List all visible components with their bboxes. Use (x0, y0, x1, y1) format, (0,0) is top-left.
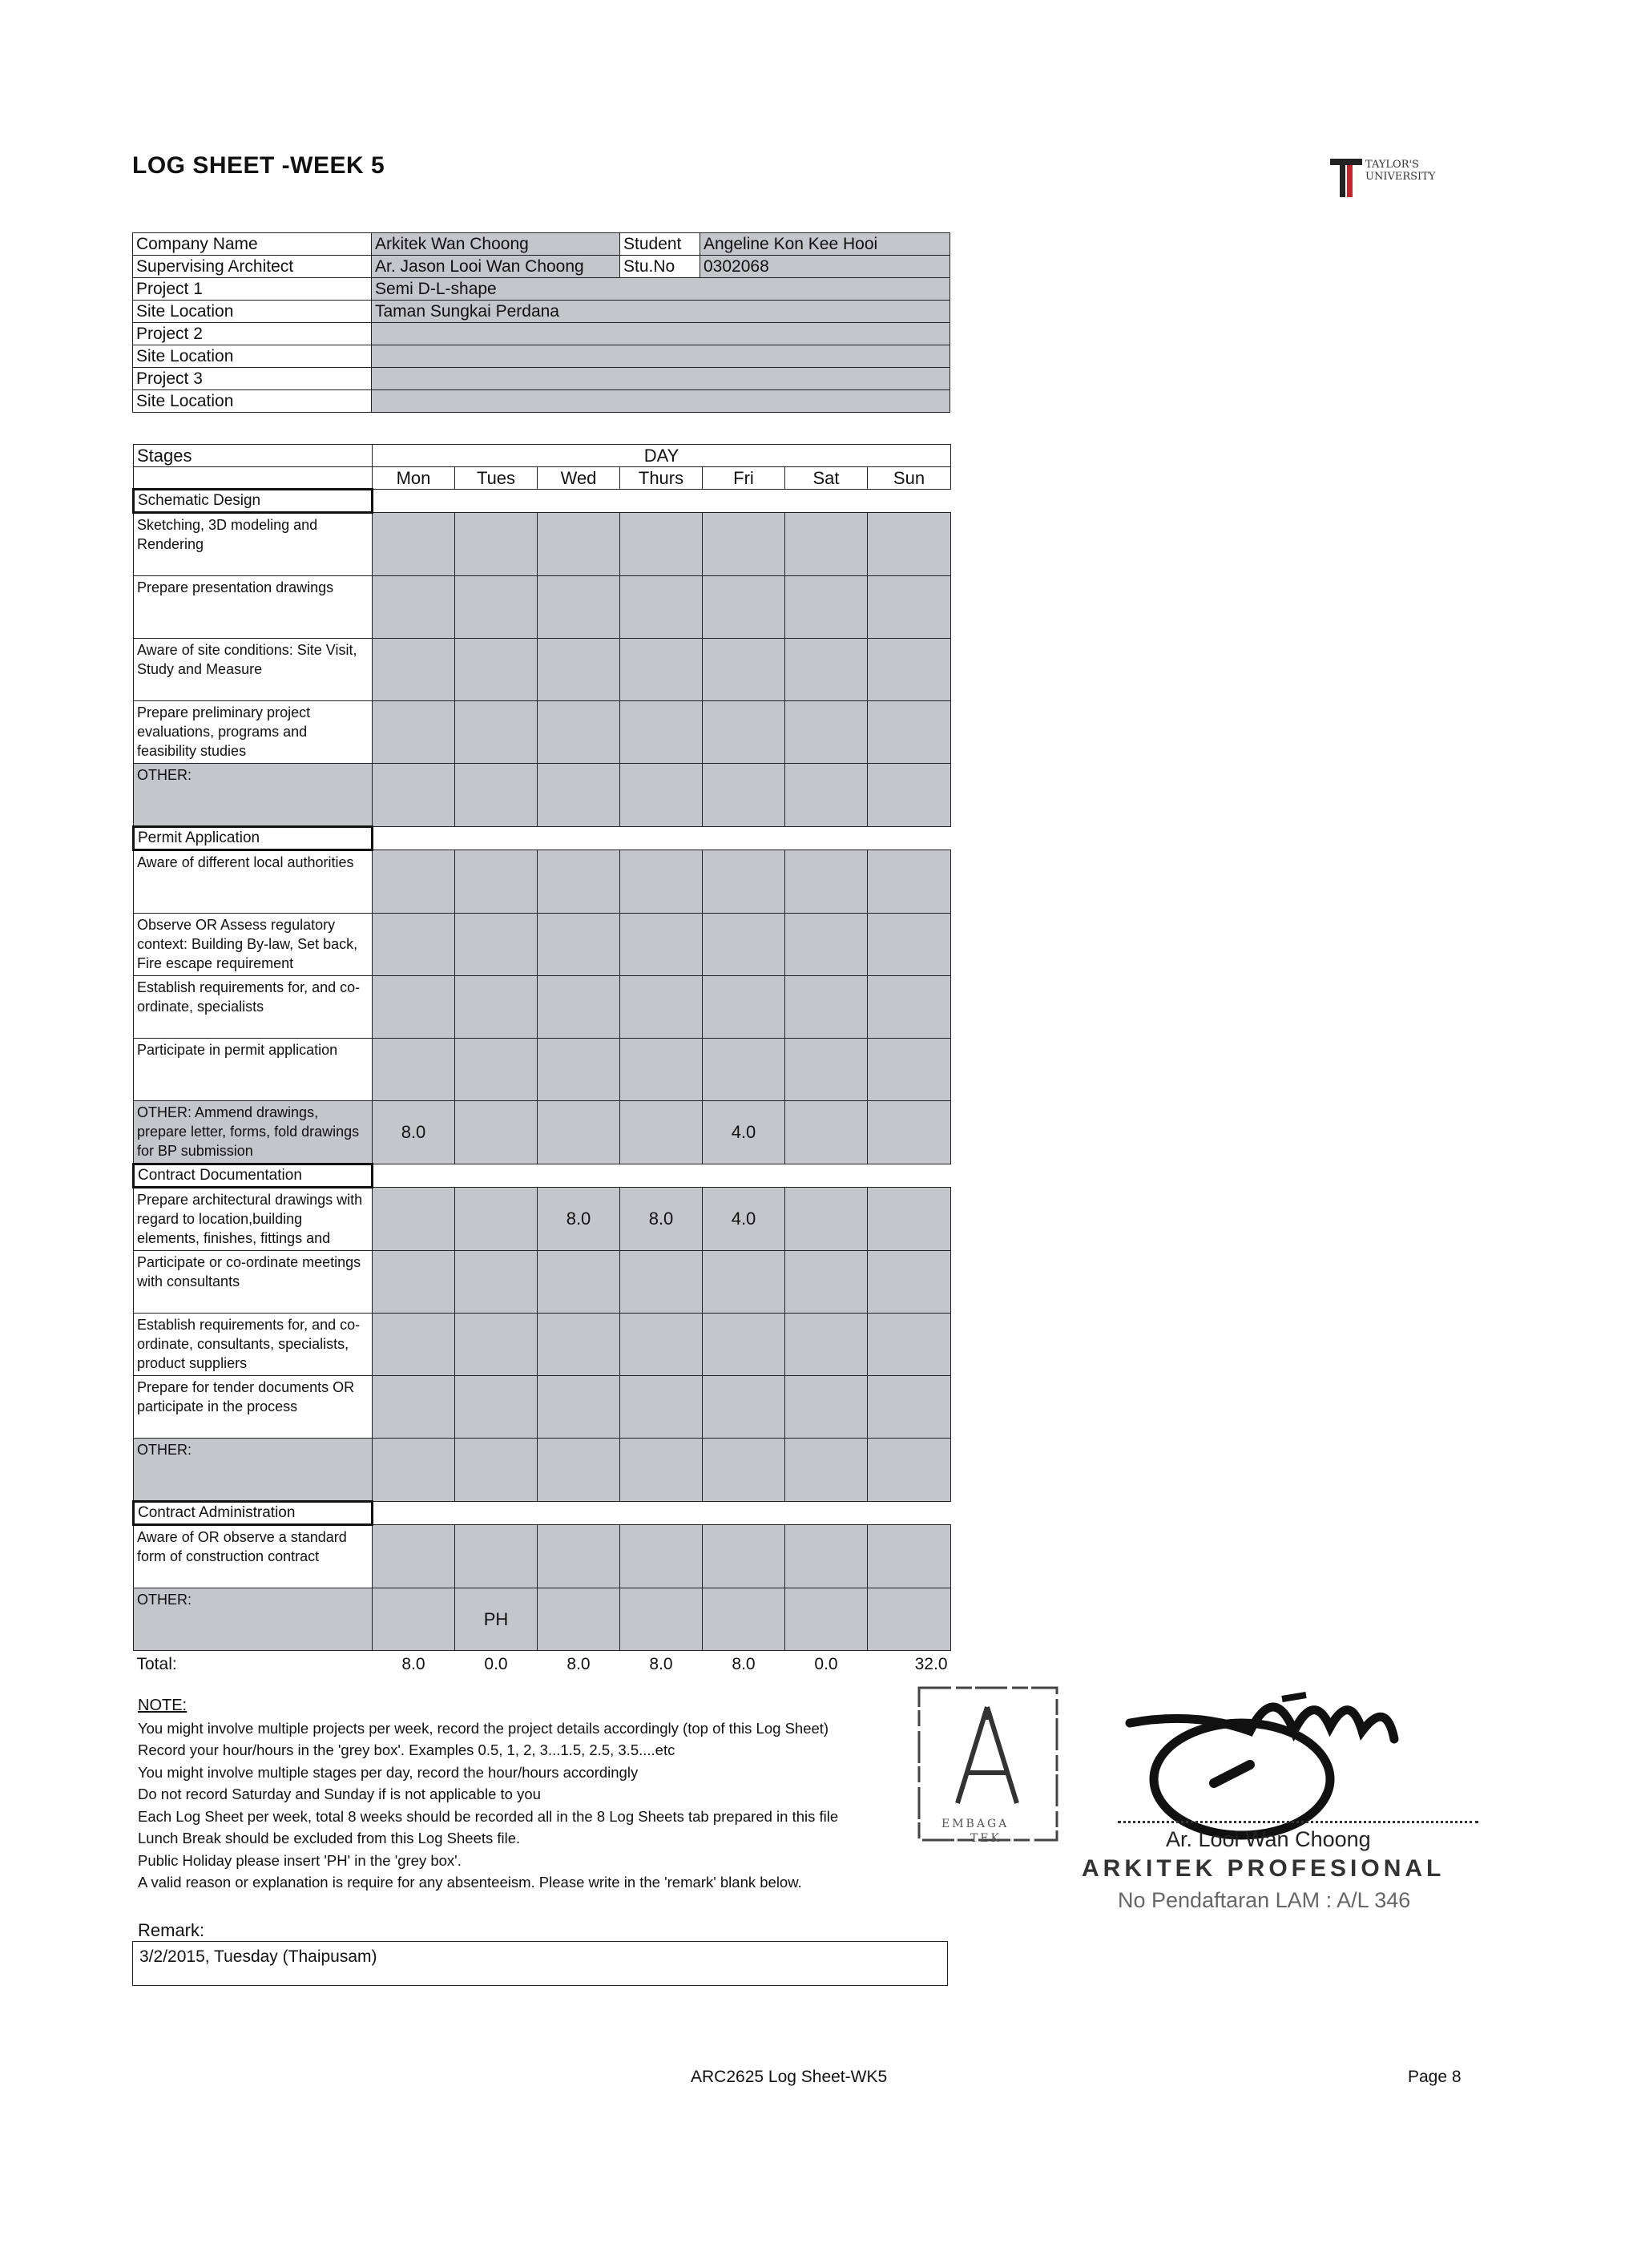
hours-cell-sun[interactable] (868, 914, 951, 976)
hours-cell-mon[interactable] (373, 1525, 455, 1588)
hours-cell-tues[interactable]: PH (455, 1588, 538, 1651)
note-line: A valid reason or explanation is require for any absenteeism. Please write in the 'remark' blank below. (138, 1874, 802, 1891)
hours-cell-fri[interactable] (703, 1039, 785, 1101)
project2-value (372, 323, 950, 345)
table-row (134, 1039, 951, 1101)
hours-cell-sat[interactable] (785, 1588, 868, 1651)
logo-line2: UNIVERSITY (1365, 171, 1436, 183)
signature-scribble-icon (1122, 1675, 1426, 1843)
table-row (134, 1439, 951, 1502)
contract-documentation-row-label: Prepare for tender documents OR participate in the process (134, 1376, 373, 1439)
site3-value (372, 390, 950, 413)
day-header-thurs: Thurs (620, 467, 703, 490)
hours-cell-fri[interactable]: 4.0 (703, 1188, 785, 1251)
table-row (134, 576, 951, 639)
university-logo-icon (1329, 157, 1364, 199)
hours-cell-mon[interactable] (373, 1188, 455, 1251)
signatory-title: ARKITEK PROFESIONAL (1082, 1855, 1445, 1882)
schematic-design-row-label: OTHER: (134, 764, 373, 827)
hours-cell-sat[interactable] (785, 764, 868, 827)
hours-cell-wed[interactable] (538, 764, 620, 827)
table-row (134, 1101, 951, 1164)
hours-cell-tues[interactable] (455, 1525, 538, 1588)
hours-cell-tues[interactable] (455, 1188, 538, 1251)
day-header-sat: Sat (785, 467, 868, 490)
hours-cell-wed[interactable] (538, 914, 620, 976)
hours-cell-fri[interactable]: 4.0 (703, 1101, 785, 1164)
hours-cell-mon[interactable] (373, 1376, 455, 1439)
table-row (134, 1376, 951, 1439)
note-line: Lunch Break should be excluded from this Log Sheets file. (138, 1830, 521, 1846)
day-label: DAY (373, 445, 951, 467)
stamp-text-1: EMBAGA (941, 1818, 1010, 1830)
hours-cell-sat[interactable] (785, 1251, 868, 1314)
hours-cell-mon[interactable] (373, 639, 455, 701)
hours-cell-mon[interactable] (373, 850, 455, 914)
hours-cell-sun[interactable] (868, 850, 951, 914)
hours-cell-mon[interactable] (373, 701, 455, 764)
hours-cell-thurs[interactable] (620, 1251, 703, 1314)
hours-cell-tues[interactable] (455, 639, 538, 701)
hours-cell-fri[interactable] (703, 914, 785, 976)
hours-cell-tues[interactable] (455, 850, 538, 914)
hours-cell-wed[interactable] (538, 1525, 620, 1588)
hours-cell-thurs[interactable] (620, 639, 703, 701)
hours-cell-thurs[interactable] (620, 976, 703, 1039)
hours-cell-sun[interactable] (868, 639, 951, 701)
hours-cell-mon[interactable] (373, 976, 455, 1039)
day-header-wed: Wed (538, 467, 620, 490)
note-line: You might involve multiple stages per day, record the hour/hours accordingly (138, 1763, 639, 1781)
signature-line (1118, 1821, 1478, 1823)
hours-cell-fri[interactable] (703, 639, 785, 701)
hours-cell-tues[interactable] (455, 576, 538, 639)
schematic-design-row-label: Sketching, 3D modeling and Rendering (134, 513, 373, 576)
hours-cell-tues[interactable] (455, 513, 538, 576)
total-tues: 0.0 (484, 1655, 508, 1673)
hours-cell-thurs[interactable] (620, 1588, 703, 1651)
hours-cell-sun[interactable] (868, 1525, 951, 1588)
architect-signature (1122, 1675, 1426, 1843)
table-row (134, 1188, 951, 1251)
hours-cell-fri[interactable] (703, 764, 785, 827)
table-row (134, 701, 951, 764)
note-line: Do not record Saturday and Sunday if is not applicable to you (138, 1786, 541, 1802)
remark-value: 3/2/2015, Tuesday (Thaipusam) (139, 1947, 377, 1966)
hours-cell-tues[interactable] (455, 976, 538, 1039)
hours-cell-fri[interactable] (703, 1588, 785, 1651)
table-row (134, 513, 951, 576)
project1-value: Semi D-L-shape (372, 278, 950, 301)
hours-cell-tues[interactable] (455, 764, 538, 827)
student-value: Angeline Kon Kee Hooi (700, 233, 950, 256)
total-label: Total: (136, 1655, 177, 1673)
hours-cell-sun[interactable] (868, 1039, 951, 1101)
hours-cell-thurs[interactable] (620, 764, 703, 827)
hours-cell-wed[interactable] (538, 1251, 620, 1314)
stuno-label: Stu.No (620, 256, 700, 278)
permit-application-row-label: Establish requirements for, and co-ordinate, specialists (134, 976, 373, 1039)
project1-label: Project 1 (133, 278, 372, 301)
table-row (134, 1525, 951, 1588)
contract-documentation-row-label: Establish requirements for, and co-ordinate, consultants, specialists, product suppliers (134, 1314, 373, 1376)
hours-cell-fri[interactable] (703, 1376, 785, 1439)
hours-cell-fri[interactable] (703, 513, 785, 576)
total-sun: 32.0 (914, 1655, 948, 1673)
registration-number: No Pendaftaran LAM : A/L 346 (1118, 1888, 1411, 1912)
hours-cell-thurs[interactable] (620, 1439, 703, 1502)
hours-cell-tues[interactable] (455, 1376, 538, 1439)
student-label: Student (620, 233, 700, 256)
hours-cell-sat[interactable] (785, 1439, 868, 1502)
hours-cell-sun[interactable] (868, 1376, 951, 1439)
note-line: Each Log Sheet per week, total 8 weeks should be recorded all in the 8 Log Sheets tab prepared in this file (138, 1807, 839, 1825)
table-row (134, 914, 951, 976)
day-header-mon: Mon (373, 467, 455, 490)
hours-cell-sat[interactable] (785, 1376, 868, 1439)
hours-cell-wed[interactable] (538, 1039, 620, 1101)
hours-cell-thurs[interactable] (620, 1376, 703, 1439)
total-fri: 8.0 (732, 1655, 756, 1673)
remark-box (132, 1941, 948, 1986)
hours-cell-sun[interactable] (868, 1588, 951, 1651)
hours-cell-mon[interactable] (373, 513, 455, 576)
hours-cell-wed[interactable] (538, 513, 620, 576)
hours-cell-fri[interactable] (703, 1314, 785, 1376)
hours-cell-mon[interactable] (373, 914, 455, 976)
signatory-name: Ar. Looi Wan Choong (1166, 1827, 1371, 1851)
hours-cell-sat[interactable] (785, 701, 868, 764)
hours-cell-wed[interactable] (538, 1101, 620, 1164)
project3-value (372, 368, 950, 390)
hours-cell-thurs[interactable] (620, 513, 703, 576)
hours-cell-thurs[interactable] (620, 1314, 703, 1376)
stages-label: Stages (134, 445, 373, 467)
total-sat: 0.0 (814, 1655, 838, 1673)
stages-hours-table (132, 444, 951, 1678)
total-thurs: 8.0 (649, 1655, 673, 1673)
hours-cell-thurs[interactable] (620, 576, 703, 639)
permit-application-section-title: Permit Application (134, 827, 373, 850)
hours-cell-sat[interactable] (785, 639, 868, 701)
architect-label: Supervising Architect (133, 256, 372, 278)
table-row (134, 764, 951, 827)
hours-cell-wed[interactable] (538, 701, 620, 764)
hours-cell-sat[interactable] (785, 1101, 868, 1164)
hours-cell-fri[interactable] (703, 976, 785, 1039)
hours-cell-sun[interactable] (868, 576, 951, 639)
hours-cell-wed[interactable] (538, 976, 620, 1039)
hours-cell-thurs[interactable] (620, 1039, 703, 1101)
hours-cell-fri[interactable] (703, 576, 785, 639)
permit-application-row-label: Observe OR Assess regulatory context: Building By-law, Set back, Fire escape requirement (134, 914, 373, 976)
note-block (138, 1695, 923, 1894)
hours-cell-sat[interactable] (785, 1188, 868, 1251)
hours-cell-sun[interactable] (868, 976, 951, 1039)
hours-cell-mon[interactable] (373, 576, 455, 639)
contract-documentation-row-label: OTHER: (134, 1439, 373, 1502)
project3-label: Project 3 (133, 368, 372, 390)
hours-cell-thurs[interactable] (620, 1101, 703, 1164)
site1-value: Taman Sungkai Perdana (372, 301, 950, 323)
total-mon: 8.0 (401, 1655, 425, 1673)
page-number: Page 8 (1408, 2068, 1462, 2086)
table-row (134, 1251, 951, 1314)
architect-value: Ar. Jason Looi Wan Choong (372, 256, 620, 278)
hours-cell-sat[interactable] (785, 1525, 868, 1588)
hours-cell-sat[interactable] (785, 513, 868, 576)
day-header-tues: Tues (455, 467, 538, 490)
schematic-design-row-label: Prepare presentation drawings (134, 576, 373, 639)
hours-cell-sun[interactable] (868, 513, 951, 576)
hours-cell-sun[interactable] (868, 1314, 951, 1376)
hours-cell-fri[interactable] (703, 1525, 785, 1588)
hours-cell-mon[interactable] (373, 1588, 455, 1651)
contract-administration-row-label: OTHER: (134, 1588, 373, 1651)
hours-cell-mon[interactable]: 8.0 (373, 1101, 455, 1164)
student-info-table (132, 232, 950, 413)
schematic-design-row-label: Prepare preliminary project evaluations, programs and feasibility studies (134, 701, 373, 764)
university-logo (1329, 152, 1449, 200)
table-row (134, 976, 951, 1039)
hours-cell-sun[interactable] (868, 1188, 951, 1251)
hours-cell-sun[interactable] (868, 1251, 951, 1314)
hours-cell-fri[interactable] (703, 850, 785, 914)
hours-cell-sun[interactable] (868, 701, 951, 764)
day-header-sun: Sun (868, 467, 951, 490)
schematic-design-row-label: Aware of site conditions: Site Visit, Study and Measure (134, 639, 373, 701)
note-heading: NOTE: (138, 1697, 187, 1714)
company-label: Company Name (133, 233, 372, 256)
hours-cell-wed[interactable] (538, 1588, 620, 1651)
site1-label: Site Location (133, 301, 372, 323)
hours-cell-sun[interactable] (868, 764, 951, 827)
hours-cell-wed[interactable] (538, 850, 620, 914)
schematic-design-section-title: Schematic Design (134, 490, 373, 513)
hours-cell-wed[interactable] (538, 1439, 620, 1502)
permit-application-row-label: OTHER: Ammend drawings, prepare letter, forms, fold drawings for BP submission (134, 1101, 373, 1164)
contract-administration-section-title: Contract Administration (134, 1502, 373, 1525)
hours-cell-thurs[interactable] (620, 850, 703, 914)
hours-cell-tues[interactable] (455, 1314, 538, 1376)
logo-line1: TAYLOR'S (1365, 159, 1419, 171)
table-row (134, 1314, 951, 1376)
site2-label: Site Location (133, 345, 372, 368)
hours-cell-sun[interactable] (868, 1101, 951, 1164)
hours-cell-sat[interactable] (785, 1039, 868, 1101)
contract-administration-row-label: Aware of OR observe a standard form of construction contract (134, 1525, 373, 1588)
footer-document-name: ARC2625 Log Sheet-WK5 (691, 2068, 888, 2086)
page-title: LOG SHEET -WEEK 5 (132, 152, 385, 179)
note-line: Public Holiday please insert 'PH' in the 'grey box'. (138, 1851, 462, 1869)
hours-cell-mon[interactable] (373, 1314, 455, 1376)
hours-cell-wed[interactable] (538, 576, 620, 639)
hours-cell-wed[interactable] (538, 1314, 620, 1376)
hours-cell-fri[interactable] (703, 1439, 785, 1502)
note-line: You might involve multiple projects per week, record the project details accordingly (top of this Log Sheet) (138, 1719, 829, 1737)
hours-cell-thurs[interactable] (620, 914, 703, 976)
hours-cell-thurs[interactable] (620, 701, 703, 764)
site2-value (372, 345, 950, 368)
hours-cell-sat[interactable] (785, 976, 868, 1039)
hours-cell-wed[interactable] (538, 1376, 620, 1439)
contract-documentation-section-title: Contract Documentation (134, 1164, 373, 1188)
permit-application-row-label: Aware of different local authorities (134, 850, 373, 914)
hours-cell-fri[interactable] (703, 1251, 785, 1314)
table-row (134, 639, 951, 701)
hours-cell-mon[interactable] (373, 1251, 455, 1314)
hours-cell-tues[interactable] (455, 1251, 538, 1314)
stamp-text-2: TEK (970, 1832, 1002, 1845)
day-header-fri: Fri (703, 467, 785, 490)
company-value: Arkitek Wan Choong (372, 233, 620, 256)
hours-cell-sat[interactable] (785, 850, 868, 914)
lam-stamp (909, 1683, 1066, 1851)
hours-cell-wed[interactable]: 8.0 (538, 1188, 620, 1251)
hours-cell-mon[interactable] (373, 764, 455, 827)
hours-cell-tues[interactable] (455, 701, 538, 764)
table-row (134, 1588, 951, 1651)
hours-cell-tues[interactable] (455, 914, 538, 976)
hours-cell-wed[interactable] (538, 639, 620, 701)
total-wed: 8.0 (566, 1655, 591, 1673)
hours-cell-mon[interactable] (373, 1039, 455, 1101)
remark-label: Remark: (138, 1920, 205, 1940)
hours-cell-fri[interactable] (703, 701, 785, 764)
hours-cell-sun[interactable] (868, 1439, 951, 1502)
hours-cell-sat[interactable] (785, 1314, 868, 1376)
hours-cell-sat[interactable] (785, 576, 868, 639)
site3-label: Site Location (133, 390, 372, 413)
permit-application-row-label: Participate in permit application (134, 1039, 373, 1101)
note-line: Record your hour/hours in the 'grey box'. Examples 0.5, 1, 2, 3...1.5, 2.5, 3.5....etc (138, 1741, 675, 1758)
table-row (134, 850, 951, 914)
project2-label: Project 2 (133, 323, 372, 345)
hours-cell-sat[interactable] (785, 914, 868, 976)
hours-cell-thurs[interactable]: 8.0 (620, 1188, 703, 1251)
hours-cell-thurs[interactable] (620, 1525, 703, 1588)
hours-cell-tues[interactable] (455, 1039, 538, 1101)
hours-cell-mon[interactable] (373, 1439, 455, 1502)
hours-cell-tues[interactable] (455, 1101, 538, 1164)
hours-cell-tues[interactable] (455, 1439, 538, 1502)
contract-documentation-row-label: Prepare architectural drawings with regard to location,building elements, finishes, fittings and (134, 1188, 373, 1251)
stuno-value: 0302068 (700, 256, 950, 278)
contract-documentation-row-label: Participate or co-ordinate meetings with consultants (134, 1251, 373, 1314)
